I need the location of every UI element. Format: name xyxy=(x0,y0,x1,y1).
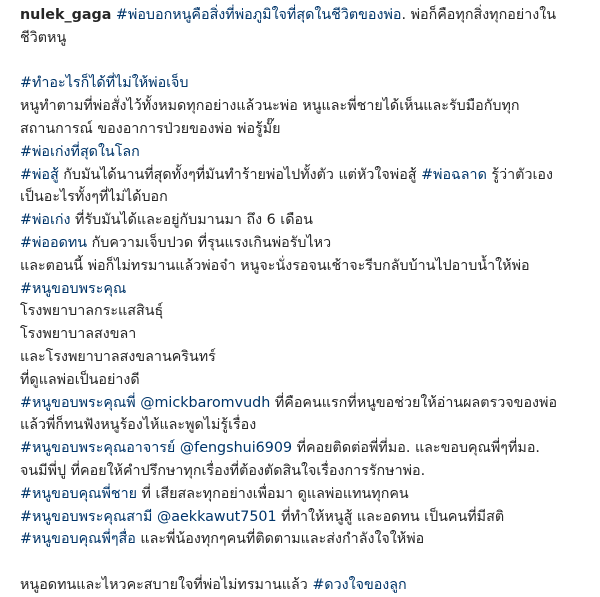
caption-text: ชีวิตหนู xyxy=(20,29,67,46)
caption-line xyxy=(20,369,594,392)
caption-text: ที่คือคนแรกที่หนูขอช่วยให้อ่านผลตรวจของพ่อ xyxy=(270,394,558,411)
hashtag-link[interactable]: #พ่อสู้ xyxy=(20,166,59,183)
caption-text: หนูอดทนและไหวคะสบายใจที่พ่อไม่ทรมานแล้ว xyxy=(20,576,313,593)
caption-text: ที่ดูแลพ่อเป็นอย่างดี xyxy=(20,371,140,388)
hashtag-link[interactable]: #พ่ออดทน xyxy=(20,234,88,251)
caption-line xyxy=(20,483,594,506)
hashtag-link[interactable]: #ดวงใจของลูก xyxy=(312,576,407,593)
caption-line xyxy=(20,278,594,301)
hashtag-link[interactable]: #หนูขอบคุณพี่ชาย xyxy=(20,485,137,502)
caption-text: โรงพยาบาลกระแสสินธุ์ xyxy=(20,303,164,320)
caption-text: ที่คอยติดต่อพี่ที่มอ. และขอบคุณพี่ๆที่มอ. xyxy=(292,440,540,457)
caption-line xyxy=(20,437,594,460)
caption-text: กับมันได้นานที่สุดทั้งๆที่มันทำร้ายพ่อไปทั้งตัว แต่หัวใจพ่อสู้ xyxy=(58,166,422,183)
caption-line xyxy=(20,300,594,323)
caption-text: จนมีพี่ปู ที่คอยให้คำปรึกษาทุกเรื่องที่ต้องตัดสินใจเรื่องการรักษาพ่อ. xyxy=(20,462,426,479)
caption-text: ที่ทำให้หนูสู้ และอดทน เป็นคนที่มีสติ xyxy=(276,508,505,525)
caption-line xyxy=(20,414,594,437)
caption-text: ที่ เสียสละทุกอย่างเพื่อมา ดูแลพ่อแทนทุกคน xyxy=(136,485,409,502)
caption-line xyxy=(20,164,594,187)
caption-text: และโรงพยาบาลสงขลานครินทร์ xyxy=(20,348,216,365)
hashtag-link[interactable]: #พ่อเก่งที่สุดในโลก xyxy=(20,143,140,160)
hashtag-link[interactable]: #ทำอะไรก็ได้ที่ไม่ให้พ่อเจ็บ xyxy=(20,75,189,92)
caption-line xyxy=(20,232,594,255)
caption-text: เป็นอะไรทั้งๆที่ไม่ได้บอก xyxy=(20,189,168,206)
caption-text: รู้ว่าตัวเอง xyxy=(486,166,553,183)
caption-blank-line xyxy=(20,50,594,73)
caption-text: ที่รับมันได้และอยู่กับมานมา ถึง 6 เดือน xyxy=(70,212,313,229)
caption-text: และตอนนี้ พ่อก็ไม่ทรมานแล้วพ่อจ๋า หนูจะนั่งรอจนเช้าจะรีบกลับบ้านไปอาบน้ำให้พ่อ xyxy=(20,257,530,274)
caption-line xyxy=(20,460,594,483)
caption-text: แล้วพี่ก็ทนฟังหนูร้องไห้และพูดไม่รู้เรื่อง xyxy=(20,417,257,434)
caption-line xyxy=(20,323,594,346)
hashtag-link[interactable]: #หนูขอบพระคุณพี่ xyxy=(20,394,136,411)
caption-text: สถานการณ์ ของอาการป่วยของพ่อ พ่อรู้มั๊ย xyxy=(20,120,281,137)
caption-line xyxy=(20,346,594,369)
caption-line xyxy=(20,4,594,27)
caption-line xyxy=(20,186,594,209)
mention-link[interactable]: @mickbaromvudh xyxy=(140,394,271,411)
caption-line xyxy=(20,255,594,278)
caption-line xyxy=(20,574,594,597)
caption-text: โรงพยาบาลสงขลา xyxy=(20,326,137,343)
hashtag-link[interactable]: #หนูขอบพระคุณอาจารย์ xyxy=(20,440,176,457)
hashtag-link[interactable]: #หนูขอบพระคุณ xyxy=(20,280,127,297)
username-link[interactable]: nulek_gaga xyxy=(20,7,112,23)
caption-text: และพี่น้องทุกๆคนที่ติดตามและส่งกำลังใจให้พ่อ xyxy=(135,531,425,548)
caption-line xyxy=(20,528,594,551)
hashtag-link[interactable]: #หนูขอบพระคุณสามี xyxy=(20,508,153,525)
hashtag-link[interactable]: #พ่อฉลาด xyxy=(421,166,487,183)
caption-line xyxy=(20,27,594,50)
caption-line xyxy=(20,209,594,232)
caption-line xyxy=(20,118,594,141)
mention-link[interactable]: @fengshui6909 xyxy=(179,440,293,457)
caption-line xyxy=(20,72,594,95)
caption-line xyxy=(20,95,594,118)
mention-link[interactable]: @aekkawut7501 xyxy=(156,508,277,525)
caption-line xyxy=(20,392,594,415)
caption-line xyxy=(20,506,594,529)
caption-text: กับความเจ็บปวด ที่รุนแรงเกินพ่อรับไหว xyxy=(87,234,332,251)
hashtag-link[interactable]: #พ่อบอกหนูคือสิ่งที่พ่อภูมิใจที่สุดในชีวิตของพ่อ xyxy=(115,7,402,23)
caption-text: หนูทำตามที่พ่อสั่งไว้ทั้งหมดทุกอย่างแล้วนะพ่อ หนูและพี่ชายได้เห็นและรับมือกับทุก xyxy=(20,98,520,115)
caption-text: . พ่อก็คือทุกสิ่งทุกอย่างใน xyxy=(401,7,556,23)
caption-line xyxy=(20,141,594,164)
hashtag-link[interactable]: #พ่อเก่ง xyxy=(20,212,71,229)
hashtag-link[interactable]: #หนูขอบคุณพี่ๆสื่อ xyxy=(20,531,136,548)
